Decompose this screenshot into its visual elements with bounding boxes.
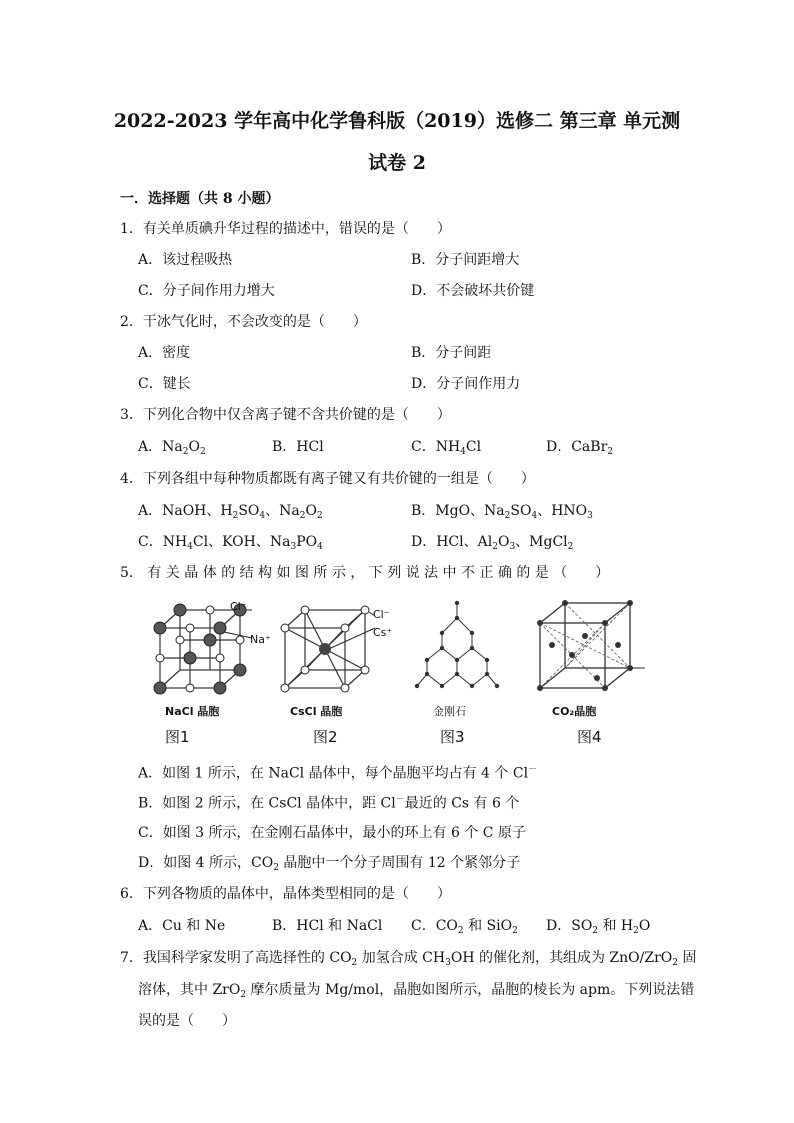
q5-stem: 5． 有 关 晶 体 的 结 构 如 图 所 示 ， 下 列 说 法 中 不 正 确 的 是 （ ） [120, 565, 610, 581]
figure-1-inner-label: NaCl 晶胞 [165, 705, 220, 718]
figure-4-inner-label: CO₂晶胞 [552, 705, 597, 718]
figure-1-nacl [140, 598, 271, 746]
cl-ion-label: Cl⁻ [230, 600, 247, 613]
q1-option-c: C．分子间作用力增大 [138, 283, 275, 299]
figure-1-caption: 图1 [165, 728, 190, 746]
q3-option-b: B．HCl [272, 439, 324, 455]
figure-2-inner-label: CsCl 晶胞 [290, 705, 343, 718]
q3-stem: 3．下列化合物中仅含离子键不含共价键的是（ ） [120, 407, 451, 423]
figure-4-co2 [530, 598, 650, 746]
q6-option-b: B．HCl 和 NaCl [272, 918, 383, 934]
q4-option-b: B．MgO、$Na_2SO_4$、$HNO_3$ [411, 503, 593, 521]
q4-option-c: C．$NH_4Cl$、KOH、$Na_3PO_4$ [138, 534, 323, 552]
q1-option-a: A．该过程吸热 [138, 252, 233, 268]
q1-option-b: B．分子间距增大 [411, 252, 520, 268]
q4-option-a: A．NaOH、$H_2SO_4$、$Na_2O_2$ [138, 503, 323, 521]
q2-option-c: C．键长 [138, 376, 191, 392]
figure-4-caption: 图4 [577, 728, 602, 746]
q3-option-c: C．$NH_4Cl$ [411, 439, 482, 457]
q6-option-a: A．Cu 和 Ne [138, 918, 226, 934]
cl-ion-label-2: Cl⁻ [373, 608, 390, 621]
q5-option-a: A．如图 1 所示，在 NaCl 晶体中，每个晶胞平均占有 4 个 Cl－ [138, 765, 538, 782]
q3-option-a: A．$Na_2O_2$ [138, 439, 206, 457]
q2-option-a: A．密度 [138, 345, 191, 361]
q2-stem: 2．干冰气化时，不会改变的是（ ） [120, 314, 367, 330]
q2-option-d: D．分子间作用力 [411, 376, 521, 392]
document-title-line1: 2022-2023 学年高中化学鲁科版（2019）选修二 第三章 单元测 [113, 110, 681, 132]
q7-stem-line3: 误的是（ ） [138, 1013, 236, 1029]
q7-stem-line2: 溶体，其中 ZrO$_2$ 摩尔质量为 Mg/mol，晶胞如图所示，晶胞的棱长为 apm。下列说法错 [138, 982, 695, 1000]
q6-option-d: D．$SO_2$ 和 $H_2O$ [546, 918, 651, 936]
q4-option-d: D．HCl、$Al_2O_3$、MgCl$_2$ [411, 534, 574, 552]
q5-option-b: B．如图 2 所示，在 CsCl 晶体中，距 Cl－最近的 Cs 有 6 个 [138, 795, 520, 812]
q1-stem: 1．有关单质碘升华过程的描述中，错误的是（ ） [120, 221, 451, 237]
q6-option-c: C．$CO_2$ 和 SiO$_2$ [411, 918, 518, 936]
q7-stem-line1: 7．我国科学家发明了高选择性的 $CO_2$ 加氢合成 $CH_3OH$ 的催化剂，其组成为 ZnO/ZrO$_2$ 固 [120, 950, 697, 968]
q1-option-d: D．不会破坏共价键 [411, 283, 535, 299]
figure-3-caption: 图3 [440, 728, 465, 746]
q6-stem: 6．下列各物质的晶体中，晶体类型相同的是（ ） [120, 886, 451, 902]
figure-3-inner-label: 金刚石 [433, 705, 466, 718]
crystal-figures [135, 598, 655, 748]
q5-option-c: C．如图 3 所示，在金刚石晶体中，最小的环上有 6 个 C 原子 [138, 825, 526, 841]
q3-option-d: D．CaBr$_2$ [546, 439, 613, 457]
document-title-line2: 试卷 2 [368, 152, 426, 174]
section-heading: 一．选择题（共 8 小题） [120, 191, 280, 207]
cs-ion-label: Cs⁺ [373, 626, 393, 639]
figure-3-diamond [407, 598, 507, 746]
figure-2-cscl [275, 598, 393, 746]
figure-2-caption: 图2 [313, 728, 338, 746]
q5-option-d: D．如图 4 所示，$CO_2$ 晶胞中一个分子周围有 12 个紧邻分子 [138, 855, 521, 873]
q2-option-b: B．分子间距 [411, 345, 492, 361]
q4-stem: 4．下列各组中每种物质都既有离子键又有共价键的一组是（ ） [120, 471, 535, 487]
na-ion-label: Na⁺ [250, 633, 271, 646]
